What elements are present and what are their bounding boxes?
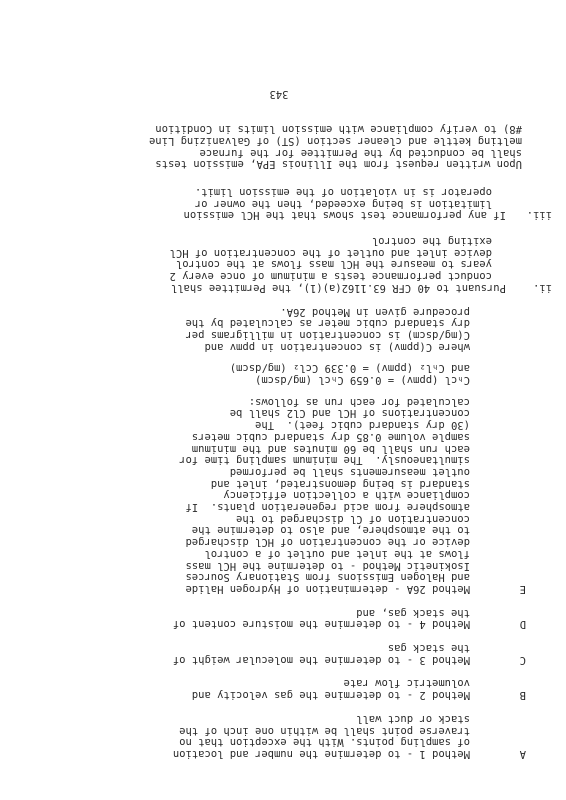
item-line: atmosphere from acid regeneration plants. If [185, 501, 470, 514]
item-marker: A [519, 748, 526, 760]
closing-line: Upon written request from the Illinois EPA, emission tests [155, 158, 522, 171]
item-line: of sampling points. With the exception that no [179, 736, 470, 749]
item-marker: ii. [533, 281, 552, 294]
formula-hcl: Cₕcl (ppmv) = 0.659 Cₕcl (mg/dscm) [255, 374, 470, 387]
item-line: limitation is being exceeded, then the owner or [194, 197, 492, 210]
item-line: outlet measurements shall be performed [229, 466, 470, 478]
item-line: device inlet and outlet of the concentration of HCl [169, 246, 492, 259]
item-line: C(mg/dscm) is concentration in milligrams per [185, 329, 470, 341]
closing-line: shall be conducted by the Permittee for the furnace [199, 146, 522, 159]
item-line: Method 4 - to determine the moisture content of [172, 618, 470, 631]
item-line: flows at the inlet and outlet of a control [204, 547, 470, 560]
formula-cl2: and Cₕl₂ (ppmv) = 0.339 Ccl₂ (mg/dscm) [229, 362, 470, 375]
item-line: operator is in violation of the emission limit. [194, 186, 492, 198]
item-marker: E [519, 583, 526, 595]
item-line: exiting the control [371, 235, 492, 248]
item-line: device or the concentration of HCl discharged [185, 536, 470, 549]
item-line: the stack gas [387, 642, 470, 655]
item-line: concentrations of HCl and Cl2 shall be [229, 407, 470, 420]
item-line: each run shall be 60 minutes and the minimum [191, 442, 470, 455]
item-line: calculated for each run as follows: [248, 395, 470, 408]
item-line: conduct performance tests a minimum of once every 2 [169, 270, 492, 283]
item-line: Pursuant to 40 CFR 63.1162(a)(1), the Permittee shall [170, 281, 506, 294]
item-line: (30 dry standard cubic feet). The [255, 419, 470, 432]
item-line: to the atmosphere, and also to determine the [191, 524, 470, 537]
page-number: 343 [269, 88, 289, 100]
item-line: Isokinetic Method - to determine the HCl mass [185, 559, 470, 572]
item-line: Method 1 - to determine the number and location [172, 748, 470, 760]
item-line: the stack gas, and [356, 606, 470, 619]
item-line: sample volume 0.85 dry standard cubic meters [191, 430, 470, 443]
item-marker: iii. [526, 209, 552, 222]
item-line: traverse point shall be within one inch of the [179, 724, 470, 737]
item-line: and Halogen Emissions from Stationary Sources [185, 571, 470, 584]
item-line: Method 26A - determination of Hydrogen Halide [185, 583, 470, 595]
closing-line: melting kettle and cleaner section (ST) of Galvanizing Line [149, 134, 522, 147]
item-line: dry standard cubic meter as calculated by the [185, 317, 470, 330]
item-line: simultaneously. The minimum sampling time for [179, 454, 470, 467]
item-line: standard is being demonstrated, inlet and [210, 477, 470, 490]
item-line: Method 3 - to determine the molecular weight of [172, 653, 470, 666]
item-line: volumetric flow rate [343, 677, 470, 690]
item-line: where C(ppmv) is concentration in ppmv and [204, 340, 470, 353]
item-line: If any performance test shows that the HCl emission [183, 209, 506, 222]
item-line: concentration of Cl discharged to the [236, 512, 470, 525]
item-line: compliance with a collection efficiency [223, 489, 470, 502]
item-marker: D [519, 618, 526, 631]
item-line: Method 2 - to determine the gas velocity and [191, 689, 470, 702]
item-line: years to measure the HCl mass flows at the control [175, 258, 492, 271]
item-line: stack or duct wall [356, 712, 470, 725]
item-line: procedure given in Method 26A. [280, 305, 470, 318]
closing-line: #8) to verify compliance with emission limits in Condition [155, 123, 522, 136]
item-marker: C [519, 653, 526, 666]
item-marker: B [519, 689, 526, 702]
